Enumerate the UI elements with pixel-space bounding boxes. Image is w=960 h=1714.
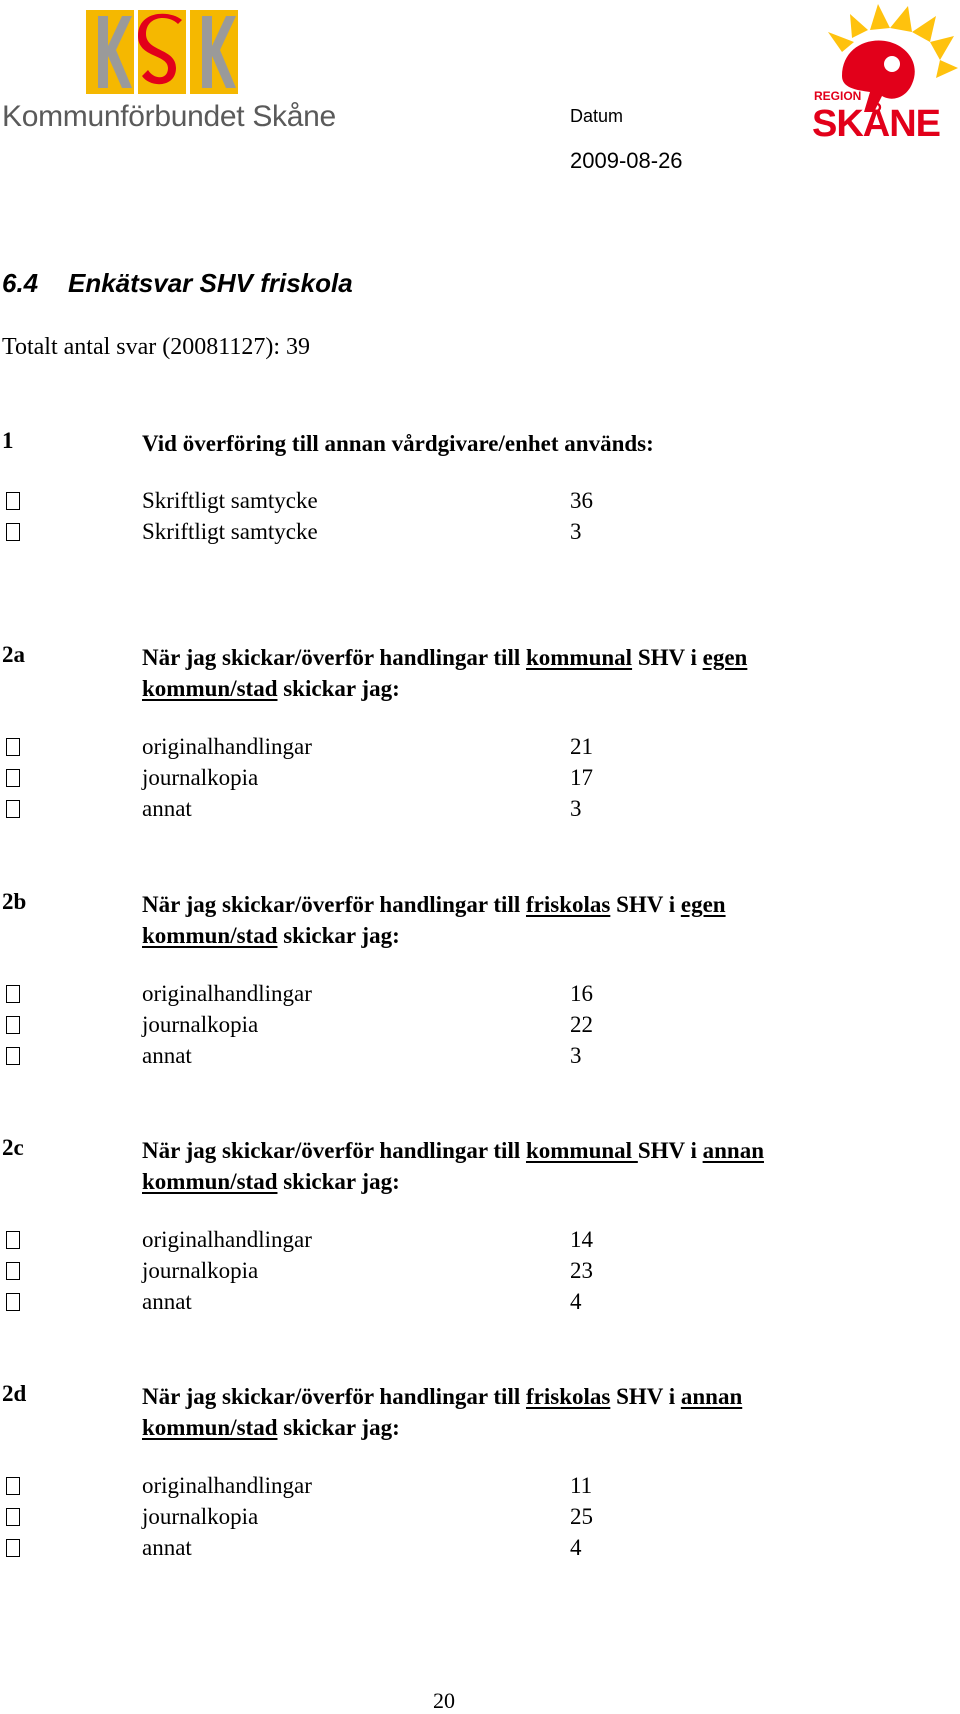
- question-number: 1: [2, 428, 14, 453]
- checkbox: [6, 1047, 20, 1065]
- checkbox: [6, 985, 20, 1003]
- checkbox: [6, 492, 20, 510]
- option-count: 3: [570, 519, 582, 544]
- answer-option: [2, 1535, 622, 1566]
- option-label: originalhandlingar: [142, 1227, 312, 1252]
- option-count: 3: [570, 796, 582, 821]
- option-label: Skriftligt samtycke: [142, 488, 318, 513]
- total-responses: Totalt antal svar (20081127): 39: [2, 334, 311, 360]
- checkbox: [6, 1262, 20, 1280]
- section-heading: [2, 268, 353, 299]
- checkbox: [6, 1016, 20, 1034]
- answer-option: [2, 796, 622, 827]
- option-label: journalkopia: [142, 1012, 259, 1037]
- answer-option: [2, 1043, 622, 1074]
- option-count: 11: [570, 1473, 593, 1498]
- answer-option: [2, 1473, 622, 1504]
- question-number: 2b: [2, 889, 27, 914]
- answer-option: [2, 519, 622, 550]
- option-count: 16: [570, 981, 593, 1006]
- checkbox: [6, 1508, 20, 1526]
- checkbox: [6, 738, 20, 756]
- option-count: 22: [570, 1012, 593, 1037]
- option-count: 14: [570, 1227, 593, 1252]
- option-label: journalkopia: [142, 1258, 259, 1283]
- page-number: 20: [433, 1688, 455, 1713]
- answer-option: [2, 488, 622, 519]
- date-value: 2009-08-26: [570, 148, 683, 173]
- question-text: När jag skickar/överför handlingar till kommunal SHV i egen kommun/stad skickar jag:: [142, 645, 748, 701]
- section-number: 6.4: [2, 268, 39, 298]
- checkbox: [6, 523, 20, 541]
- question-text: När jag skickar/överför handlingar till friskolas SHV i egen kommun/stad skickar jag:: [142, 892, 726, 948]
- ksk-logo-mark: [86, 10, 238, 94]
- option-label: originalhandlingar: [142, 1473, 312, 1498]
- question-text: När jag skickar/överför handlingar till friskolas SHV i annan kommun/stad skickar jag:: [142, 1384, 743, 1440]
- question-number: 2c: [2, 1135, 24, 1160]
- date-label: Datum: [570, 106, 624, 126]
- kommunforbundet-skane-logo: [0, 4, 336, 140]
- checkbox: [6, 800, 20, 818]
- option-label: annat: [142, 1043, 192, 1068]
- option-label: originalhandlingar: [142, 981, 312, 1006]
- option-label: annat: [142, 796, 192, 821]
- question-number: 2a: [2, 642, 25, 667]
- question-text: När jag skickar/överför handlingar till kommunal SHV i annan kommun/stad skickar jag:: [142, 1138, 764, 1194]
- region-label: REGION: [814, 89, 862, 103]
- answer-option: [2, 1012, 622, 1043]
- checkbox: [6, 1293, 20, 1311]
- option-count: 36: [570, 488, 593, 513]
- skane-label: SKÅNE: [812, 103, 941, 140]
- question-text: Vid överföring till annan vårdgivare/enhet används:: [142, 431, 654, 456]
- answer-option: [2, 734, 622, 765]
- option-count: 4: [570, 1535, 582, 1560]
- option-label: annat: [142, 1535, 192, 1560]
- option-count: 3: [570, 1043, 582, 1068]
- answer-option: [2, 981, 622, 1012]
- ksk-organization-name: Kommunförbundet Skåne: [2, 100, 336, 133]
- checkbox: [6, 1231, 20, 1249]
- region-skane-logo: [812, 2, 960, 140]
- answer-option: [2, 1258, 622, 1289]
- checkbox: [6, 769, 20, 787]
- option-label: journalkopia: [142, 1504, 259, 1529]
- section-title: Enkätsvar SHV friskola: [68, 268, 353, 298]
- option-label: annat: [142, 1289, 192, 1314]
- option-label: Skriftligt samtycke: [142, 519, 318, 544]
- option-label: originalhandlingar: [142, 734, 312, 759]
- option-count: 25: [570, 1504, 593, 1529]
- region-skane-griffin-mark: [812, 2, 960, 140]
- option-count: 21: [570, 734, 593, 759]
- option-count: 4: [570, 1289, 582, 1314]
- answer-option: [2, 765, 622, 796]
- option-count: 23: [570, 1258, 593, 1283]
- answer-option: [2, 1289, 622, 1320]
- answer-option: [2, 1504, 622, 1535]
- option-count: 17: [570, 765, 593, 790]
- answer-option: [2, 1227, 622, 1258]
- question-number: 2d: [2, 1381, 27, 1406]
- checkbox: [6, 1539, 20, 1557]
- option-label: journalkopia: [142, 765, 259, 790]
- checkbox: [6, 1477, 20, 1495]
